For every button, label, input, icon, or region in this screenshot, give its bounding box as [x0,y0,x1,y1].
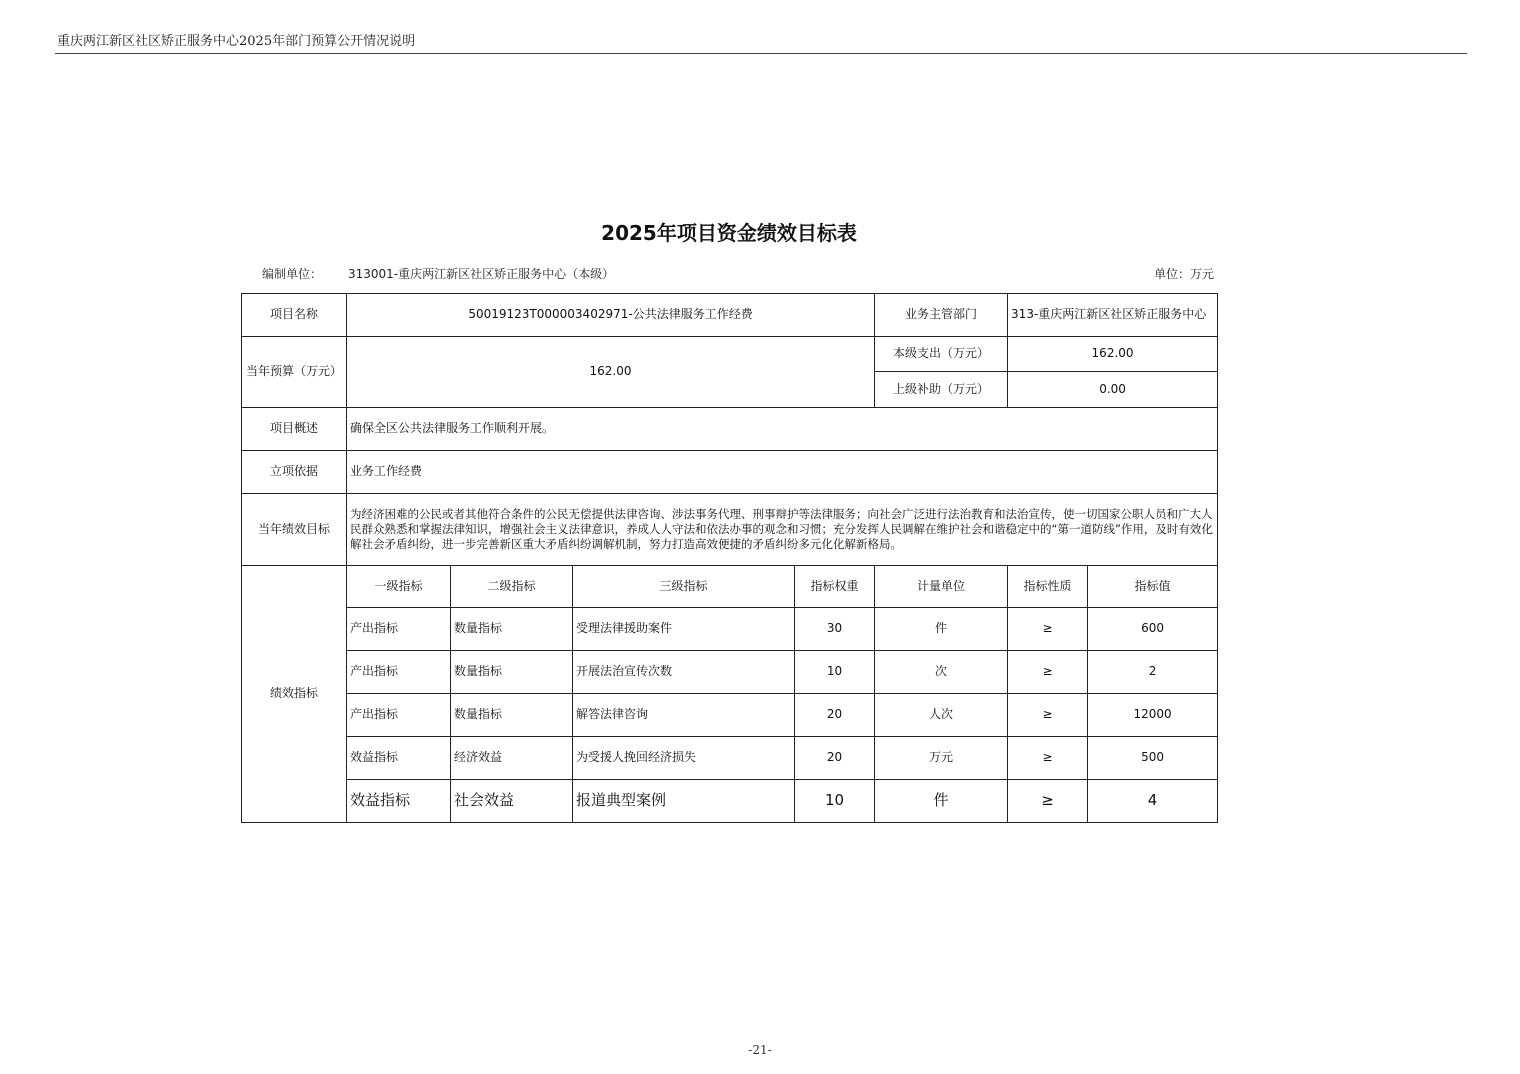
header-level3: 三级指标 [573,566,795,608]
compiling-unit-label: 编制单位： [262,267,323,281]
overview-value: 确保全区公共法律服务工作顺利开展。 [347,408,1218,451]
weight-cell: 10 [795,780,875,823]
table-row [242,694,1218,737]
budget-value: 162.00 [347,337,875,408]
level1-cell: 产出指标 [347,608,451,651]
table-row [242,737,1218,780]
basis-value: 业务工作经费 [347,451,1218,494]
indicators-label: 绩效指标 [242,566,347,823]
unit-cell: 件 [875,780,1008,823]
value-cell: 500 [1088,737,1218,780]
level3-cell: 报道典型案例 [573,780,795,823]
level2-cell: 数量指标 [451,651,573,694]
level1-cell: 效益指标 [347,780,451,823]
weight-cell: 20 [795,694,875,737]
nature-cell: ≥ [1008,780,1088,823]
table-row [242,608,1218,651]
performance-target-table [241,293,1218,823]
unit-cell: 万元 [875,737,1008,780]
level2-cell: 经济效益 [451,737,573,780]
budget-label: 当年预算（万元） [242,337,347,408]
level2-cell: 社会效益 [451,780,573,823]
header-divider [55,53,1467,54]
level3-cell: 开展法治宣传次数 [573,651,795,694]
value-cell: 2 [1088,651,1218,694]
level3-cell: 受理法律援助案件 [573,608,795,651]
level3-cell: 为受援人挽回经济损失 [573,737,795,780]
table-row [242,780,1218,823]
header-unit: 计量单位 [875,566,1008,608]
level1-cell: 产出指标 [347,694,451,737]
value-cell: 600 [1088,608,1218,651]
project-name-label: 项目名称 [242,294,347,337]
own-expense-value: 162.00 [1008,337,1218,372]
page-number: -21- [748,1043,772,1057]
header-level1: 一级指标 [347,566,451,608]
compiling-unit-value: 313001-重庆两江新区社区矫正服务中心（本级） [348,267,615,281]
level1-cell: 产出指标 [347,651,451,694]
subsidy-label: 上级补助（万元） [875,372,1008,408]
document-title: 2025年项目资金绩效目标表 [601,221,857,245]
annual-goal-label: 当年绩效目标 [242,494,347,566]
header-weight: 指标权重 [795,566,875,608]
basis-label: 立项依据 [242,451,347,494]
weight-cell: 20 [795,737,875,780]
overview-label: 项目概述 [242,408,347,451]
unit-cell: 件 [875,608,1008,651]
dept-label: 业务主管部门 [875,294,1008,337]
table-row [242,651,1218,694]
header-level2: 二级指标 [451,566,573,608]
nature-cell: ≥ [1008,737,1088,780]
level2-cell: 数量指标 [451,694,573,737]
level2-cell: 数量指标 [451,608,573,651]
page-header: 重庆两江新区社区矫正服务中心2025年部门预算公开情况说明 [57,34,416,49]
nature-cell: ≥ [1008,651,1088,694]
header-nature: 指标性质 [1008,566,1088,608]
subsidy-value: 0.00 [1008,372,1218,408]
value-cell: 12000 [1088,694,1218,737]
annual-goal-text: 为经济困难的公民或者其他符合条件的公民无偿提供法律咨询、涉法事务代理、刑事辩护等法律服务；向社会广泛进行法治教育和法治宣传，使一切国家公职人员和广大人民群众熟悉和掌握法律知识，增强社会主义法律意识，养成人人守法和依法办事的观念和习惯；充分发挥人民调解在维护社会和谐稳定中的“第一道防线”作用，及时有效化解社会矛盾纠纷，进一步完善新区重大矛盾纠纷调解机制，努力打造高效便捷的矛盾纠纷多元化化解新格局。 [347,494,1218,566]
own-expense-label: 本级支出（万元） [875,337,1008,372]
value-cell: 4 [1088,780,1218,823]
project-name-value: 50019123T000003402971-公共法律服务工作经费 [347,294,875,337]
unit-cell: 次 [875,651,1008,694]
dept-value: 313-重庆两江新区社区矫正服务中心 [1008,294,1218,337]
currency-unit: 单位：万元 [1153,267,1214,281]
level3-cell: 解答法律咨询 [573,694,795,737]
nature-cell: ≥ [1008,694,1088,737]
weight-cell: 10 [795,651,875,694]
header-value: 指标值 [1088,566,1218,608]
compiling-unit [262,265,614,282]
nature-cell: ≥ [1008,608,1088,651]
weight-cell: 30 [795,608,875,651]
unit-cell: 人次 [875,694,1008,737]
level1-cell: 效益指标 [347,737,451,780]
